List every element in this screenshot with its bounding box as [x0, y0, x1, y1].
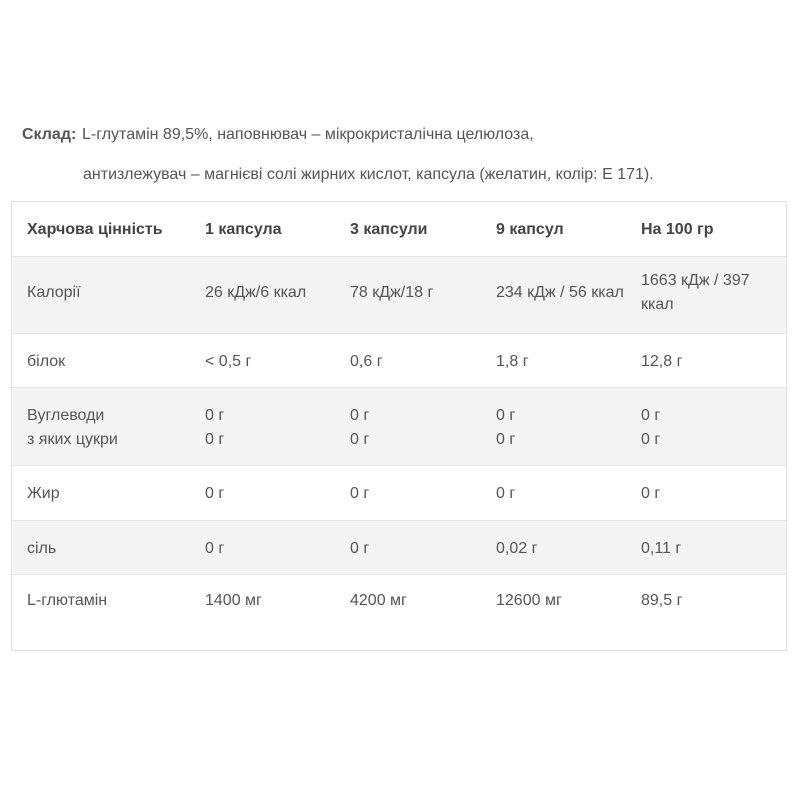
header-per-100g: На 100 гр: [641, 221, 714, 238]
composition-line-1: L-глутамін 89,5%, наповнювач – мікрокристалічна целюлоза,: [82, 126, 534, 143]
table-cell: 0 г: [205, 431, 225, 448]
table-cell: 0 г: [350, 485, 370, 502]
table-row-calories: [12, 257, 786, 334]
row-label: [27, 404, 118, 452]
table-cell: 234 кДж / 56 ккал: [496, 284, 624, 301]
table-row-carbohydrates: [12, 388, 786, 466]
table-cell: 12600 мг: [496, 592, 562, 609]
table-cell: 0 г: [496, 485, 516, 502]
table-cell: 0 г: [496, 431, 516, 448]
table-cell: 0,11 г: [641, 540, 682, 557]
table-cell: [641, 404, 781, 452]
composition-text: [22, 125, 782, 185]
table-row-protein: [12, 334, 786, 388]
header-3-capsules: 3 капсули: [350, 221, 428, 238]
table-cell: 0 г: [205, 407, 225, 424]
row-label: сіль: [27, 540, 57, 557]
table-header-row: [12, 202, 786, 257]
table-cell: 0,02 г: [496, 540, 538, 557]
table-row-l-glutamine: [12, 575, 786, 651]
composition-label: Склад:: [22, 126, 77, 143]
table-cell: 89,5 г: [641, 592, 683, 609]
header-nutrition-value: Харчова цінність: [27, 221, 163, 238]
table-cell: < 0,5 г: [205, 353, 252, 370]
table-row-fat: [12, 466, 786, 521]
table-cell: [350, 404, 369, 452]
table-cell: [205, 404, 224, 452]
table-cell: 0 г: [641, 431, 661, 448]
header-1-capsule: 1 капсула: [205, 221, 282, 238]
table-cell: 0 г: [205, 485, 225, 502]
table-cell: 26 кДж/6 ккал: [205, 284, 307, 301]
composition-line-2: антизлежувач – магнієві солі жирних кислот, капсула (желатин, колір: E 171).: [83, 166, 654, 183]
table-cell: 4200 мг: [350, 592, 407, 609]
table-cell: 0 г: [496, 407, 516, 424]
row-label: L-глютамін: [27, 592, 108, 609]
table-cell: 0 г: [205, 540, 225, 557]
header-9-capsules: 9 капсул: [496, 221, 564, 238]
table-cell: 0 г: [350, 407, 370, 424]
table-cell: 0 г: [350, 431, 370, 448]
row-label: Жир: [27, 485, 60, 502]
row-label: Калорії: [27, 284, 81, 301]
table-cell: 12,8 г: [641, 353, 683, 370]
table-cell: 1663 кДж / 397 ккал: [641, 272, 750, 313]
row-label: білок: [27, 353, 66, 370]
table-cell: 0 г: [350, 540, 370, 557]
row-label-sugars: з яких цукри: [27, 431, 118, 448]
table-cell: 0 г: [641, 407, 661, 424]
table-cell: [496, 404, 515, 452]
table-cell: 0 г: [641, 485, 661, 502]
table-row-salt: [12, 521, 786, 575]
table-cell: 78 кДж/18 г: [350, 284, 434, 301]
table-cell: 1400 мг: [205, 592, 262, 609]
row-label-carbs: Вуглеводи: [27, 407, 105, 424]
nutrition-table: [11, 201, 787, 651]
table-cell: 0,6 г: [350, 353, 383, 370]
table-cell: 1,8 г: [496, 353, 529, 370]
